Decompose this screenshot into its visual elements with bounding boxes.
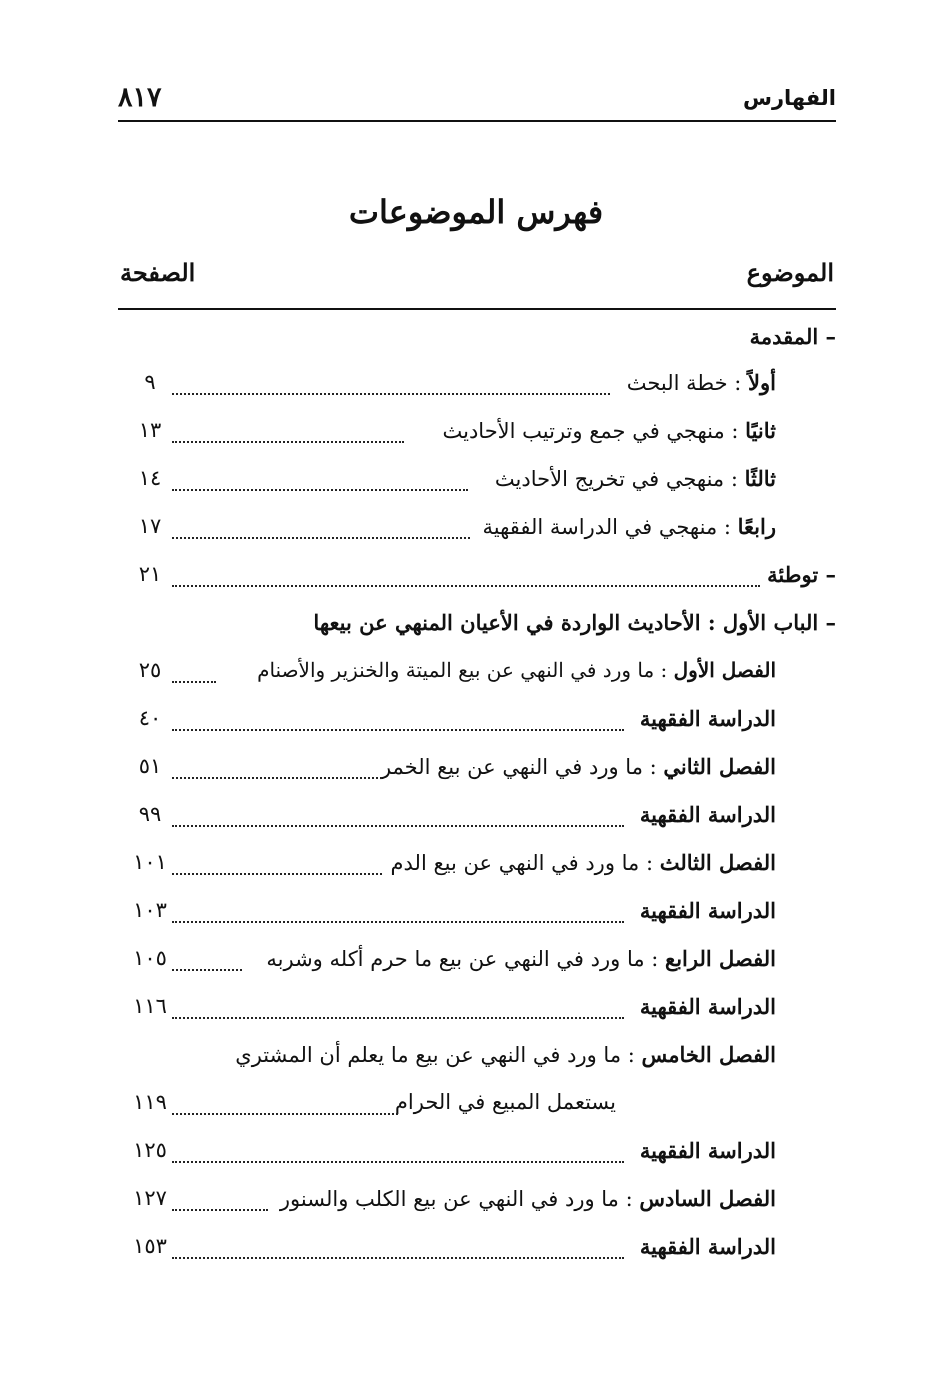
entry-label: الفصل الخامس : ما ورد في النهي عن بيع ما يعلم أن المشتري xyxy=(235,1042,776,1067)
entry-label: الفصل السادس : ما ورد في النهي عن بيع الكلب والسنور xyxy=(279,1186,776,1211)
entry-label: الفصل الأول : ما ورد في النهي عن بيع الميتة والخنزير والأصنام xyxy=(257,658,776,682)
entry-label: يستعمل المبيع في الحرام xyxy=(394,1090,616,1114)
entry-page: ١٥٣ xyxy=(133,1234,167,1258)
dot-leader xyxy=(172,585,760,587)
dot-leader xyxy=(172,489,468,491)
dot-leader xyxy=(172,1161,624,1163)
entry-page: ١١٦ xyxy=(133,994,167,1018)
toc-entry xyxy=(118,1132,836,1176)
entry-page: ٢١ xyxy=(138,562,162,586)
entry-label: الدراسة الفقهية xyxy=(639,994,776,1019)
entry-label: الفصل الثاني : ما ورد في النهي عن بيع الخمر xyxy=(380,754,776,779)
toc-entry xyxy=(118,412,836,456)
toc-entry xyxy=(118,460,836,504)
dot-leader xyxy=(172,441,404,443)
entry-label: الدراسة الفقهية xyxy=(639,706,776,731)
dot-leader xyxy=(172,921,624,923)
toc-entry xyxy=(118,700,836,744)
toc-entry xyxy=(118,1036,836,1080)
entry-page: ٤٠ xyxy=(138,706,162,730)
toc-entry xyxy=(118,940,836,984)
dot-leader xyxy=(172,1209,268,1211)
entry-label: رابعًا : منهجي في الدراسة الفقهية xyxy=(482,514,776,539)
entry-page: ١٤ xyxy=(138,466,162,490)
dot-leader xyxy=(172,729,624,731)
dot-leader xyxy=(172,1017,624,1019)
dot-leader xyxy=(172,969,242,971)
entry-label: الفصل الرابع : ما ورد في النهي عن بيع ما حرم أكله وشربه xyxy=(266,946,776,971)
dot-leader xyxy=(172,393,610,395)
entry-page: ١٠٥ xyxy=(133,946,167,970)
entry-page: ٩٩ xyxy=(138,802,162,826)
toc-title: فهرس الموضوعات xyxy=(348,193,604,231)
toc-entry xyxy=(118,988,836,1032)
toc-entry xyxy=(118,748,836,792)
entry-page: ١٧ xyxy=(138,514,162,538)
entry-page: ١٠١ xyxy=(133,850,167,874)
entry-page: ١٠٣ xyxy=(133,898,167,922)
toc-entry xyxy=(118,508,836,552)
entry-label: – المقدمة xyxy=(749,324,836,349)
entry-label: أولاً : خطة البحث xyxy=(626,370,776,395)
entry-label: ثالثًا : منهجي في تخريج الأحاديث xyxy=(494,466,776,491)
entry-label: الفصل الثالث : ما ورد في النهي عن بيع الدم xyxy=(390,850,776,875)
toc-entry xyxy=(118,796,836,840)
entry-label: – الباب الأول : الأحاديث الواردة في الأعيان المنهي عن بيعها xyxy=(313,610,836,635)
entry-label: الدراسة الفقهية xyxy=(639,1234,776,1259)
toc-entry xyxy=(118,652,836,696)
toc-entry xyxy=(118,364,836,408)
entry-page: ٢٥ xyxy=(138,658,162,682)
running-title: الفهارس xyxy=(742,86,836,110)
toc-entry xyxy=(118,1084,836,1128)
toc-entry xyxy=(118,1180,836,1224)
dot-leader xyxy=(172,681,216,683)
toc-entry xyxy=(118,604,836,648)
column-header-topic: الموضوع xyxy=(746,258,834,287)
entry-page: ١١٩ xyxy=(133,1090,167,1114)
entry-label: الدراسة الفقهية xyxy=(639,898,776,923)
dot-leader xyxy=(172,1113,398,1115)
entry-label: ثانيًا : منهجي في جمع وترتيب الأحاديث xyxy=(442,418,776,443)
entry-page: ٥١ xyxy=(138,754,162,778)
toc-entry xyxy=(118,318,836,362)
entry-page: ١٢٥ xyxy=(133,1138,167,1162)
dot-leader xyxy=(172,825,624,827)
dot-leader xyxy=(172,777,382,779)
entry-label: الدراسة الفقهية xyxy=(639,802,776,827)
toc-entry xyxy=(118,1228,836,1272)
entry-page: ١٣ xyxy=(138,418,162,442)
toc-entry xyxy=(118,844,836,888)
page-number: ٨١٧ xyxy=(118,82,162,113)
dot-leader xyxy=(172,1257,624,1259)
entry-page: ١٢٧ xyxy=(133,1186,167,1210)
toc-entry xyxy=(118,556,836,600)
dot-leader xyxy=(172,873,382,875)
entry-page: ٩ xyxy=(144,370,156,394)
entry-label: الدراسة الفقهية xyxy=(639,1138,776,1163)
entry-label: – توطئة xyxy=(767,562,836,587)
dot-leader xyxy=(172,537,470,539)
column-header-page: الصفحة xyxy=(120,258,196,287)
toc-entry xyxy=(118,892,836,936)
